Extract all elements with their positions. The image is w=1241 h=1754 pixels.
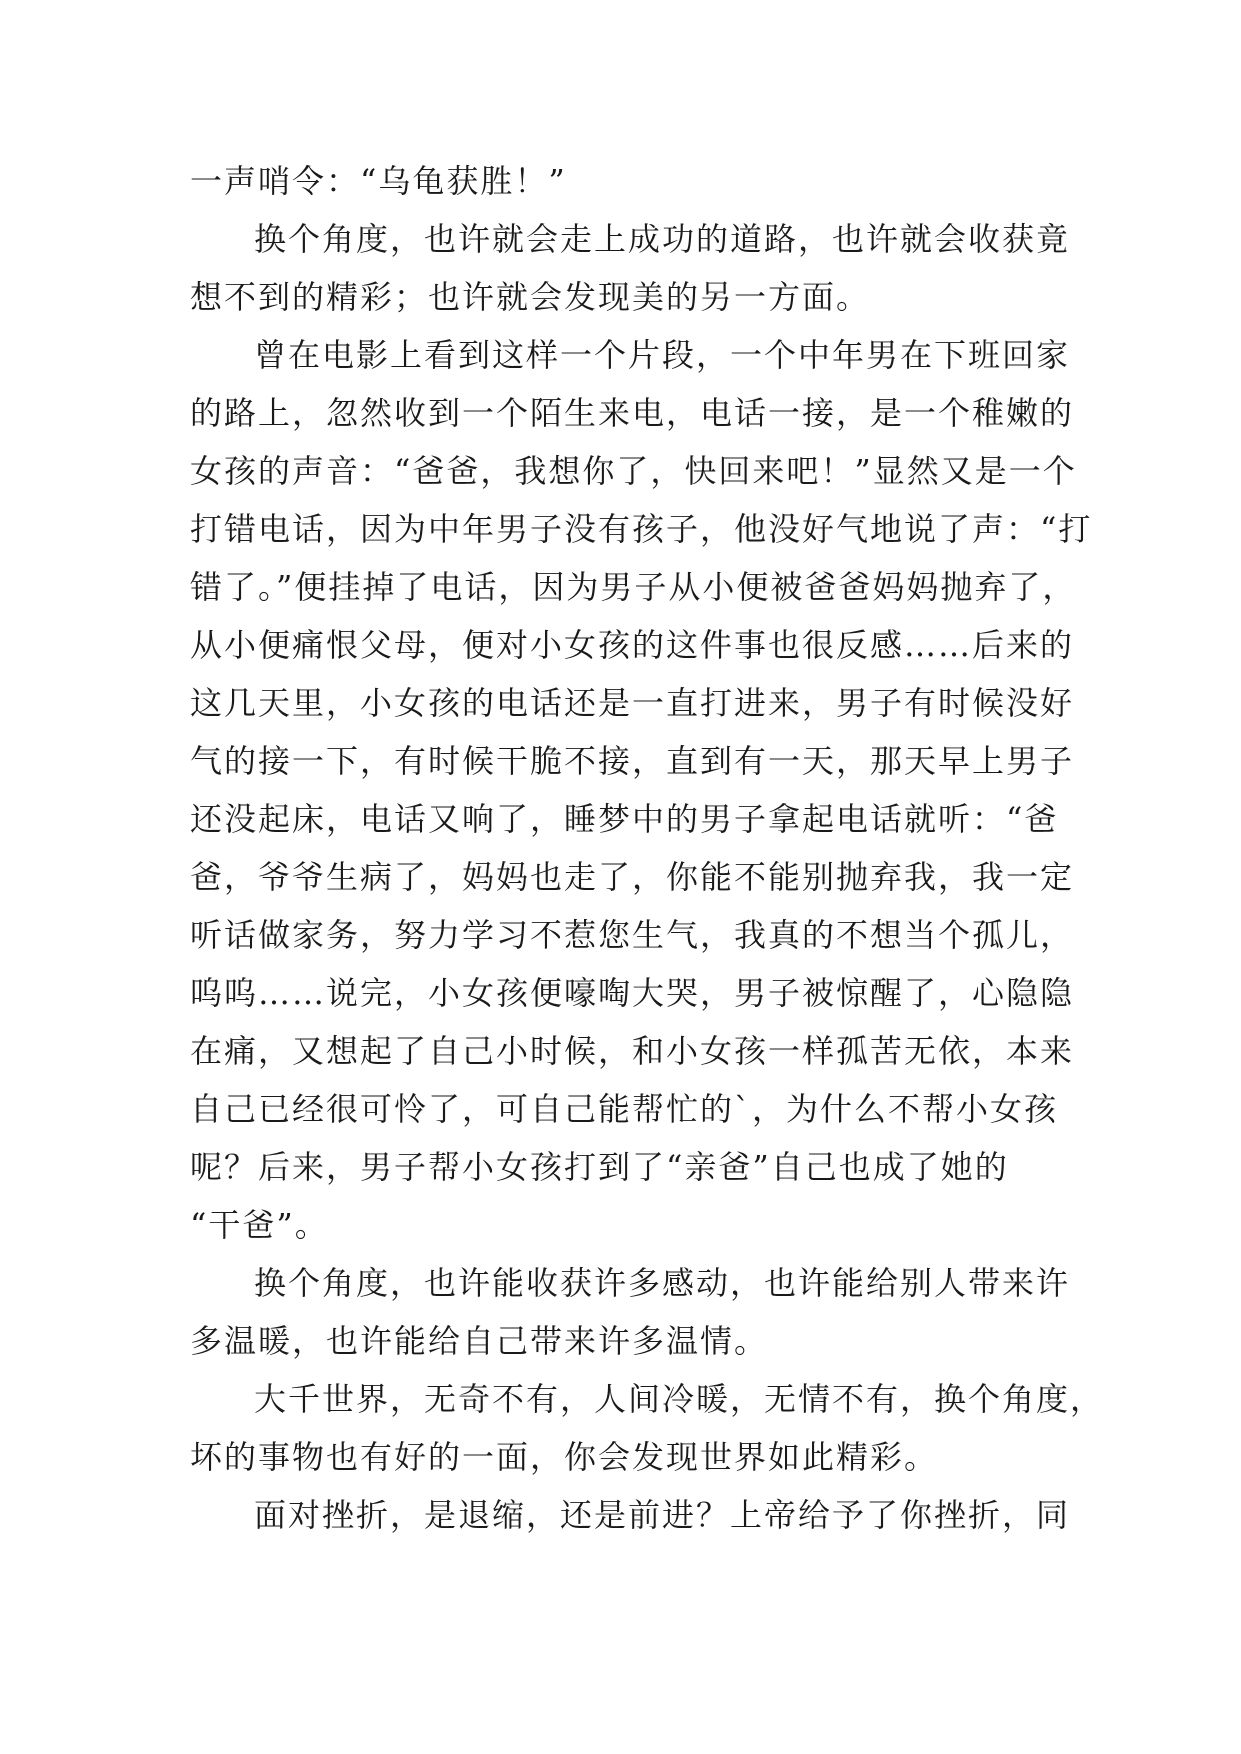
text-line: 的路上，忽然收到一个陌生来电，电话一接，是一个稚嫩的: [190, 394, 1075, 432]
text-line: 呢？后来，男子帮小女孩打到了“亲爸”自己也成了她的: [190, 1148, 1009, 1186]
body-text: [190, 152, 1105, 1544]
paragraph-start-line: 换个角度，也许能收获许多感动，也许能给别人带来许: [254, 1264, 1071, 1302]
text-line: 听话做家务，努力学习不惹您生气，我真的不想当个孤儿，: [190, 916, 1075, 954]
text-line: 打错电话，因为中年男子没有孩子，他没好气地说了声：“打: [190, 510, 1093, 548]
paragraph-start-line: 面对挫折，是退缩，还是前进？上帝给予了你挫折，同: [254, 1496, 1071, 1534]
text-line: 自己已经很可怜了，可自己能帮忙的`，为什么不帮小女孩: [190, 1090, 1059, 1128]
paragraph-start-line: 换个角度，也许就会走上成功的道路，也许就会收获竟: [254, 220, 1071, 258]
text-line: 呜呜……说完，小女孩便嚎啕大哭，男子被惊醒了，心隐隐: [190, 974, 1075, 1012]
text-line: 多温暖，也许能给自己带来许多温情。: [190, 1322, 769, 1360]
text-line: 还没起床，电话又响了，睡梦中的男子拿起电话就听：“爸: [190, 800, 1059, 838]
text-line: 在痛，又想起了自己小时候，和小女孩一样孤苦无依，本来: [190, 1032, 1075, 1070]
text-line: 气的接一下，有时候干脆不接，直到有一天，那天早上男子: [190, 742, 1075, 780]
paragraph-start-line: 大千世界，无奇不有，人间冷暖，无情不有，换个角度，: [254, 1380, 1105, 1418]
text-line: 错了。”便挂掉了电话，因为男子从小便被爸爸妈妈抛弃了，: [190, 568, 1077, 606]
text-line: 爸，爷爷生病了，妈妈也走了，你能不能别抛弃我，我一定: [190, 858, 1075, 896]
text-line: 坏的事物也有好的一面，你会发现世界如此精彩。: [190, 1438, 939, 1476]
text-line: 一声哨令：“乌龟获胜！”: [190, 162, 567, 200]
text-line: 女孩的声音：“爸爸，我想你了，快回来吧！”显然又是一个: [190, 452, 1077, 490]
text-line: 这几天里，小女孩的电话还是一直打进来，男子有时候没好: [190, 684, 1075, 722]
text-line: 从小便痛恨父母，便对小女孩的这件事也很反感……后来的: [190, 626, 1075, 664]
text-line: “干爸”。: [190, 1206, 329, 1244]
text-line: 想不到的精彩；也许就会发现美的另一方面。: [190, 278, 871, 316]
paragraph-start-line: 曾在电影上看到这样一个片段，一个中年男在下班回家: [254, 336, 1071, 374]
